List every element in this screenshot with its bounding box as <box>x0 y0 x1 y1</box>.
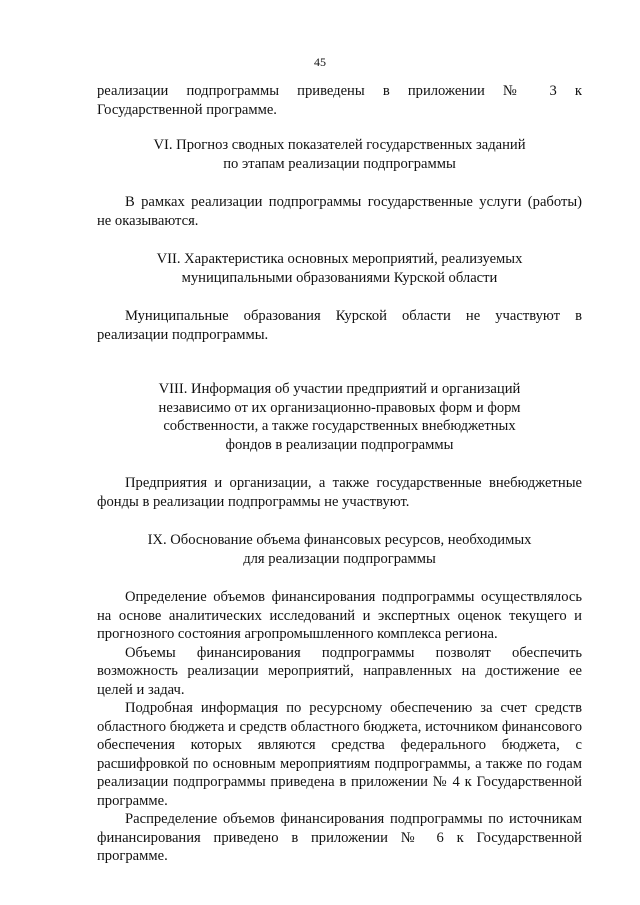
document-body <box>97 82 582 866</box>
section-9-paragraph-3: Подробная информация по ресурсному обеспечению за счет средств областного бюджета и средств областного бюджета, источником финансового обеспечения которых являются средства федерального бюджета, с расшифровкой по основным мероприятиям подпрограммы, а также по годам реализации подпрограммы приведена в приложении № 4 к Государственной программе. <box>97 700 582 809</box>
section-6-heading-line-1: VI. Прогноз сводных показателей государственных заданий <box>153 137 526 153</box>
section-8-paragraph: Предприятия и организации, а также государственные внебюджетные фонды в реализации подпрограммы не участвуют. <box>97 475 582 510</box>
section-6-heading <box>97 136 582 173</box>
section-8-heading-line-4: фондов в реализации подпрограммы <box>225 436 454 453</box>
intro-line-1: реализации подпрограммы приведены в приложении № 3 к <box>97 83 582 99</box>
section-6-heading-line-2: по этапам реализации подпрограммы <box>223 155 456 172</box>
intro-line-2: Государственной программе. <box>97 101 277 118</box>
section-8-heading <box>97 380 582 454</box>
section-9-paragraph-1: Определение объемов финансирования подпрограммы осуществлялось на основе аналитических исследований и экспертных оценок текущего и прогнозного состояния агропромышленного комплекса региона. <box>97 589 582 642</box>
page-number: 45 <box>314 55 326 69</box>
section-9-paragraph-4: Распределение объемов финансирования подпрограммы по источникам финансирования приведено в приложении № 6 к Государственной программе. <box>97 811 582 864</box>
section-7-heading-line-1: VII. Характеристика основных мероприятий, реализуемых <box>156 251 523 267</box>
section-9-heading-line-1: IX. Обоснование объема финансовых ресурсов, необходимых <box>147 532 532 548</box>
section-6-paragraph: В рамках реализации подпрограммы государственные услуги (работы) не оказываются. <box>97 194 582 229</box>
section-9-heading-line-2: для реализации подпрограммы <box>243 550 436 567</box>
section-9-paragraph-2: Объемы финансирования подпрограммы позволят обеспечить возможность реализации мероприятий, направленных на достижение ее целей и задач. <box>97 644 582 698</box>
section-8-heading-line-1: VIII. Информация об участии предприятий и организаций <box>158 381 521 397</box>
section-7-heading-line-2: муниципальными образованиями Курской области <box>181 269 498 286</box>
section-7-paragraph: Муниципальные образования Курской области не участвуют в реализации подпрограммы. <box>97 308 582 343</box>
section-8-heading-line-2: независимо от их организационно-правовых форм и форм <box>158 399 521 416</box>
section-7-heading <box>97 250 582 287</box>
section-8-heading-line-3: собственности, а также государственных внебюджетных <box>163 418 516 434</box>
section-9-heading <box>97 531 582 568</box>
